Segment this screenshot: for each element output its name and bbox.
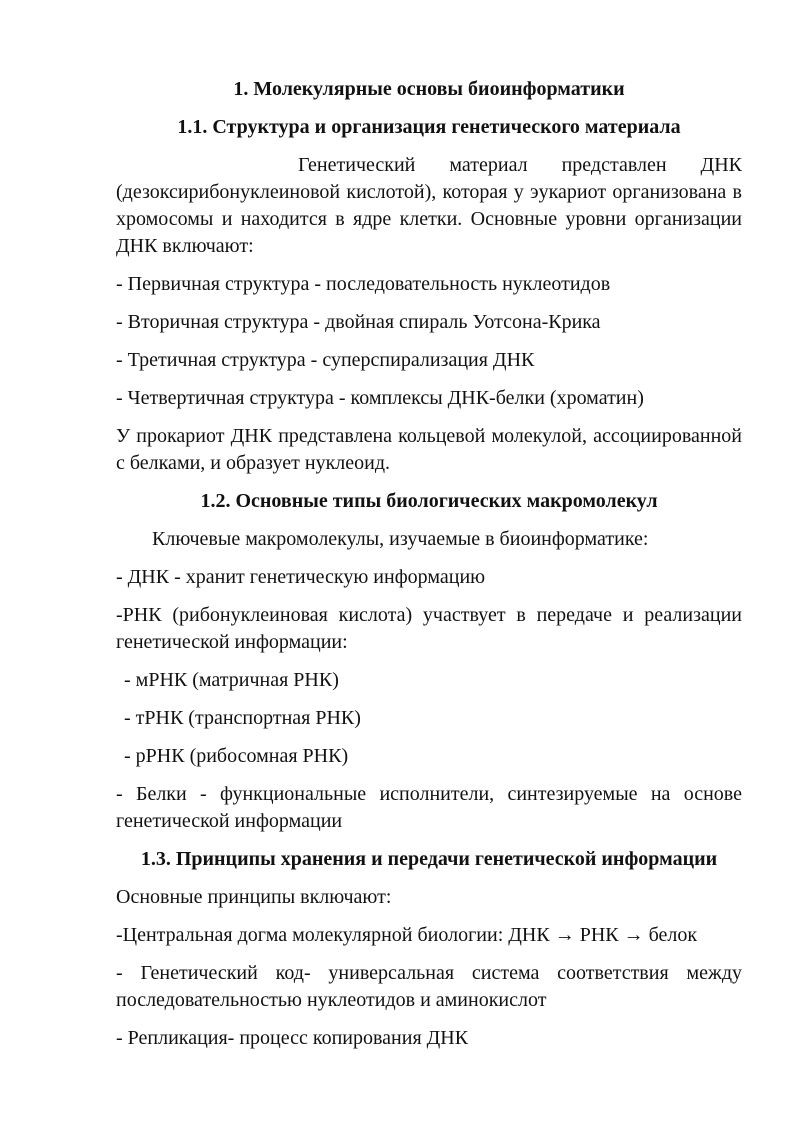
list-item-rrna: - рРНК (рибосомная РНК) bbox=[124, 745, 349, 767]
chapter-heading: 1. Молекулярные основы биоинформатики bbox=[233, 78, 625, 100]
list-item-tertiary-structure: - Третичная структура - суперспирализация ДНК bbox=[116, 349, 535, 371]
paragraph-genetic-material: Генетический материал представлен ДНК (дезоксирибонуклеиновой кислотой), которая у эукариот организована в хромосомы и находится в ядре клетки. Основные уровни организации ДНК включают: bbox=[116, 154, 742, 257]
list-item-proteins: - Белки - функциональные исполнители, синтезируемые на основе генетической информации bbox=[116, 783, 742, 832]
list-item-secondary-structure: - Вторичная структура - двойная спираль Уотсона-Крика bbox=[116, 311, 601, 333]
paragraph-macromolecules-intro: Ключевые макромолекулы, изучаемые в биоинформатике: bbox=[152, 528, 649, 550]
list-item-genetic-code: - Генетический код- универсальная система соответствия между последовательностью нуклеотидов и аминокислот bbox=[116, 962, 742, 1011]
list-item-quaternary-structure: - Четвертичная структура - комплексы ДНК-белки (хроматин) bbox=[116, 387, 644, 409]
list-item-replication: - Репликация- процесс копирования ДНК bbox=[116, 1027, 469, 1049]
section-heading-1-2: 1.2. Основные типы биологических макромолекул bbox=[200, 490, 658, 512]
list-item-primary-structure: - Первичная структура - последовательность нуклеотидов bbox=[116, 273, 611, 295]
list-item-trna: - тРНК (транспортная РНК) bbox=[124, 707, 361, 729]
list-item-rna: -РНК (рибонуклеиновая кислота) участвует в передаче и реализации генетической информации: bbox=[116, 604, 742, 653]
list-item-mrna: - мРНК (матричная РНК) bbox=[124, 669, 339, 691]
section-heading-1-3: 1.3. Принципы хранения и передачи генетической информации bbox=[140, 848, 718, 870]
section-heading-1-1: 1.1. Структура и организация генетического материала bbox=[177, 116, 681, 138]
paragraph-prokaryote: У прокариот ДНК представлена кольцевой молекулой, ассоциированной с белками, и образует нуклеоид. bbox=[116, 425, 742, 474]
list-item-dna: - ДНК - хранит генетическую информацию bbox=[116, 566, 486, 588]
paragraph-principles-intro: Основные принципы включают: bbox=[116, 886, 392, 908]
list-item-central-dogma: -Центральная догма молекулярной биологии: ДНК → РНК → белок bbox=[116, 924, 698, 946]
document-content bbox=[116, 76, 742, 1063]
